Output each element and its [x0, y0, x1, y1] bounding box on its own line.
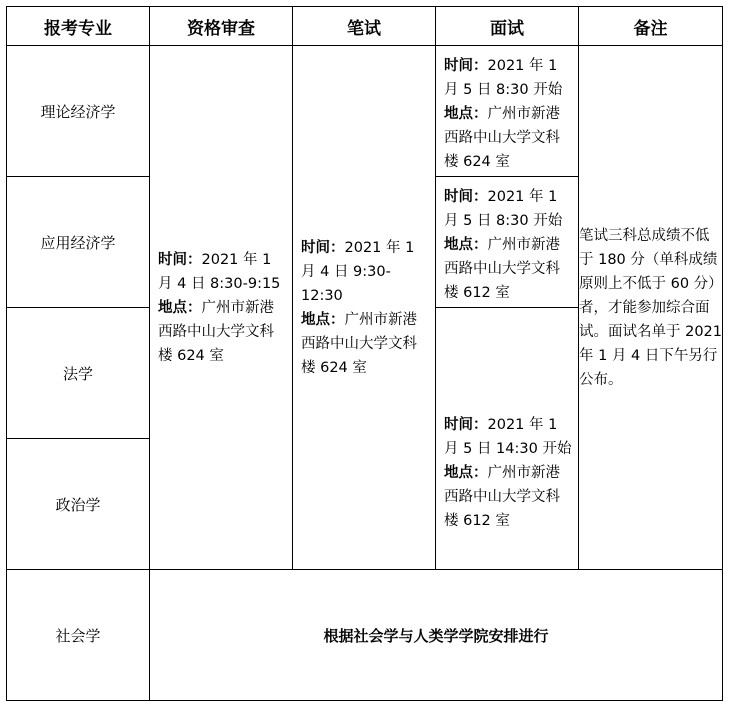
interview-place: 广州市新港西路中山大学文科楼 612 室 — [444, 464, 560, 529]
interview-time: 2021 年 1 月 5 日 14:30 开始 — [444, 416, 572, 457]
table-row — [7, 570, 723, 701]
time-label: 时间： — [444, 57, 488, 74]
place-label: 地点： — [301, 311, 345, 328]
place-label: 地点： — [158, 299, 202, 316]
header-qualification: 资格审查 — [150, 7, 293, 46]
interview-time: 2021 年 1 月 5 日 8:30 开始 — [444, 188, 563, 229]
schedule-table — [6, 6, 723, 701]
interview-cell — [436, 177, 579, 308]
interview-cell — [436, 308, 579, 570]
major-cell: 社会学 — [7, 570, 150, 701]
place-label: 地点： — [444, 105, 488, 122]
header-note: 备注 — [579, 7, 723, 46]
header-row — [7, 7, 723, 46]
time-label: 时间： — [444, 416, 488, 433]
header-major: 报考专业 — [7, 7, 150, 46]
note-cell — [579, 46, 723, 570]
interview-cell — [436, 46, 579, 177]
major-cell: 应用经济学 — [7, 177, 150, 308]
note-text: 笔试三科总成绩不低于 180 分（单科成绩原则上不低于 60 分）者，才能参加综合面试。面试名单于 2021 年 1 月 4 日下午另行公布。 — [579, 227, 723, 388]
time-label: 时间： — [301, 239, 345, 256]
interview-place: 广州市新港西路中山大学文科楼 624 室 — [444, 105, 560, 170]
place-label: 地点： — [444, 236, 488, 253]
major-cell: 法学 — [7, 308, 150, 439]
interview-place: 广州市新港西路中山大学文科楼 612 室 — [444, 236, 560, 301]
written-time: 2021 年 1 月 4 日 9:30-12:30 — [301, 239, 415, 304]
place-label: 地点： — [444, 464, 488, 481]
major-cell: 理论经济学 — [7, 46, 150, 177]
time-label: 时间： — [158, 251, 202, 268]
qualification-place: 广州市新港西路中山大学文科楼 624 室 — [158, 299, 274, 364]
interview-time: 2021 年 1 月 5 日 8:30 开始 — [444, 57, 563, 98]
written-place: 广州市新港西路中山大学文科楼 624 室 — [301, 311, 417, 376]
qualification-time: 2021 年 1 月 4 日 8:30-9:15 — [158, 251, 281, 292]
qualification-cell — [150, 46, 293, 570]
time-label: 时间： — [444, 188, 488, 205]
table-row — [7, 46, 723, 177]
major-cell: 政治学 — [7, 439, 150, 570]
written-cell — [293, 46, 436, 570]
header-written: 笔试 — [293, 7, 436, 46]
header-interview: 面试 — [436, 7, 579, 46]
sociology-note: 根据社会学与人类学学院安排进行 — [150, 570, 723, 701]
